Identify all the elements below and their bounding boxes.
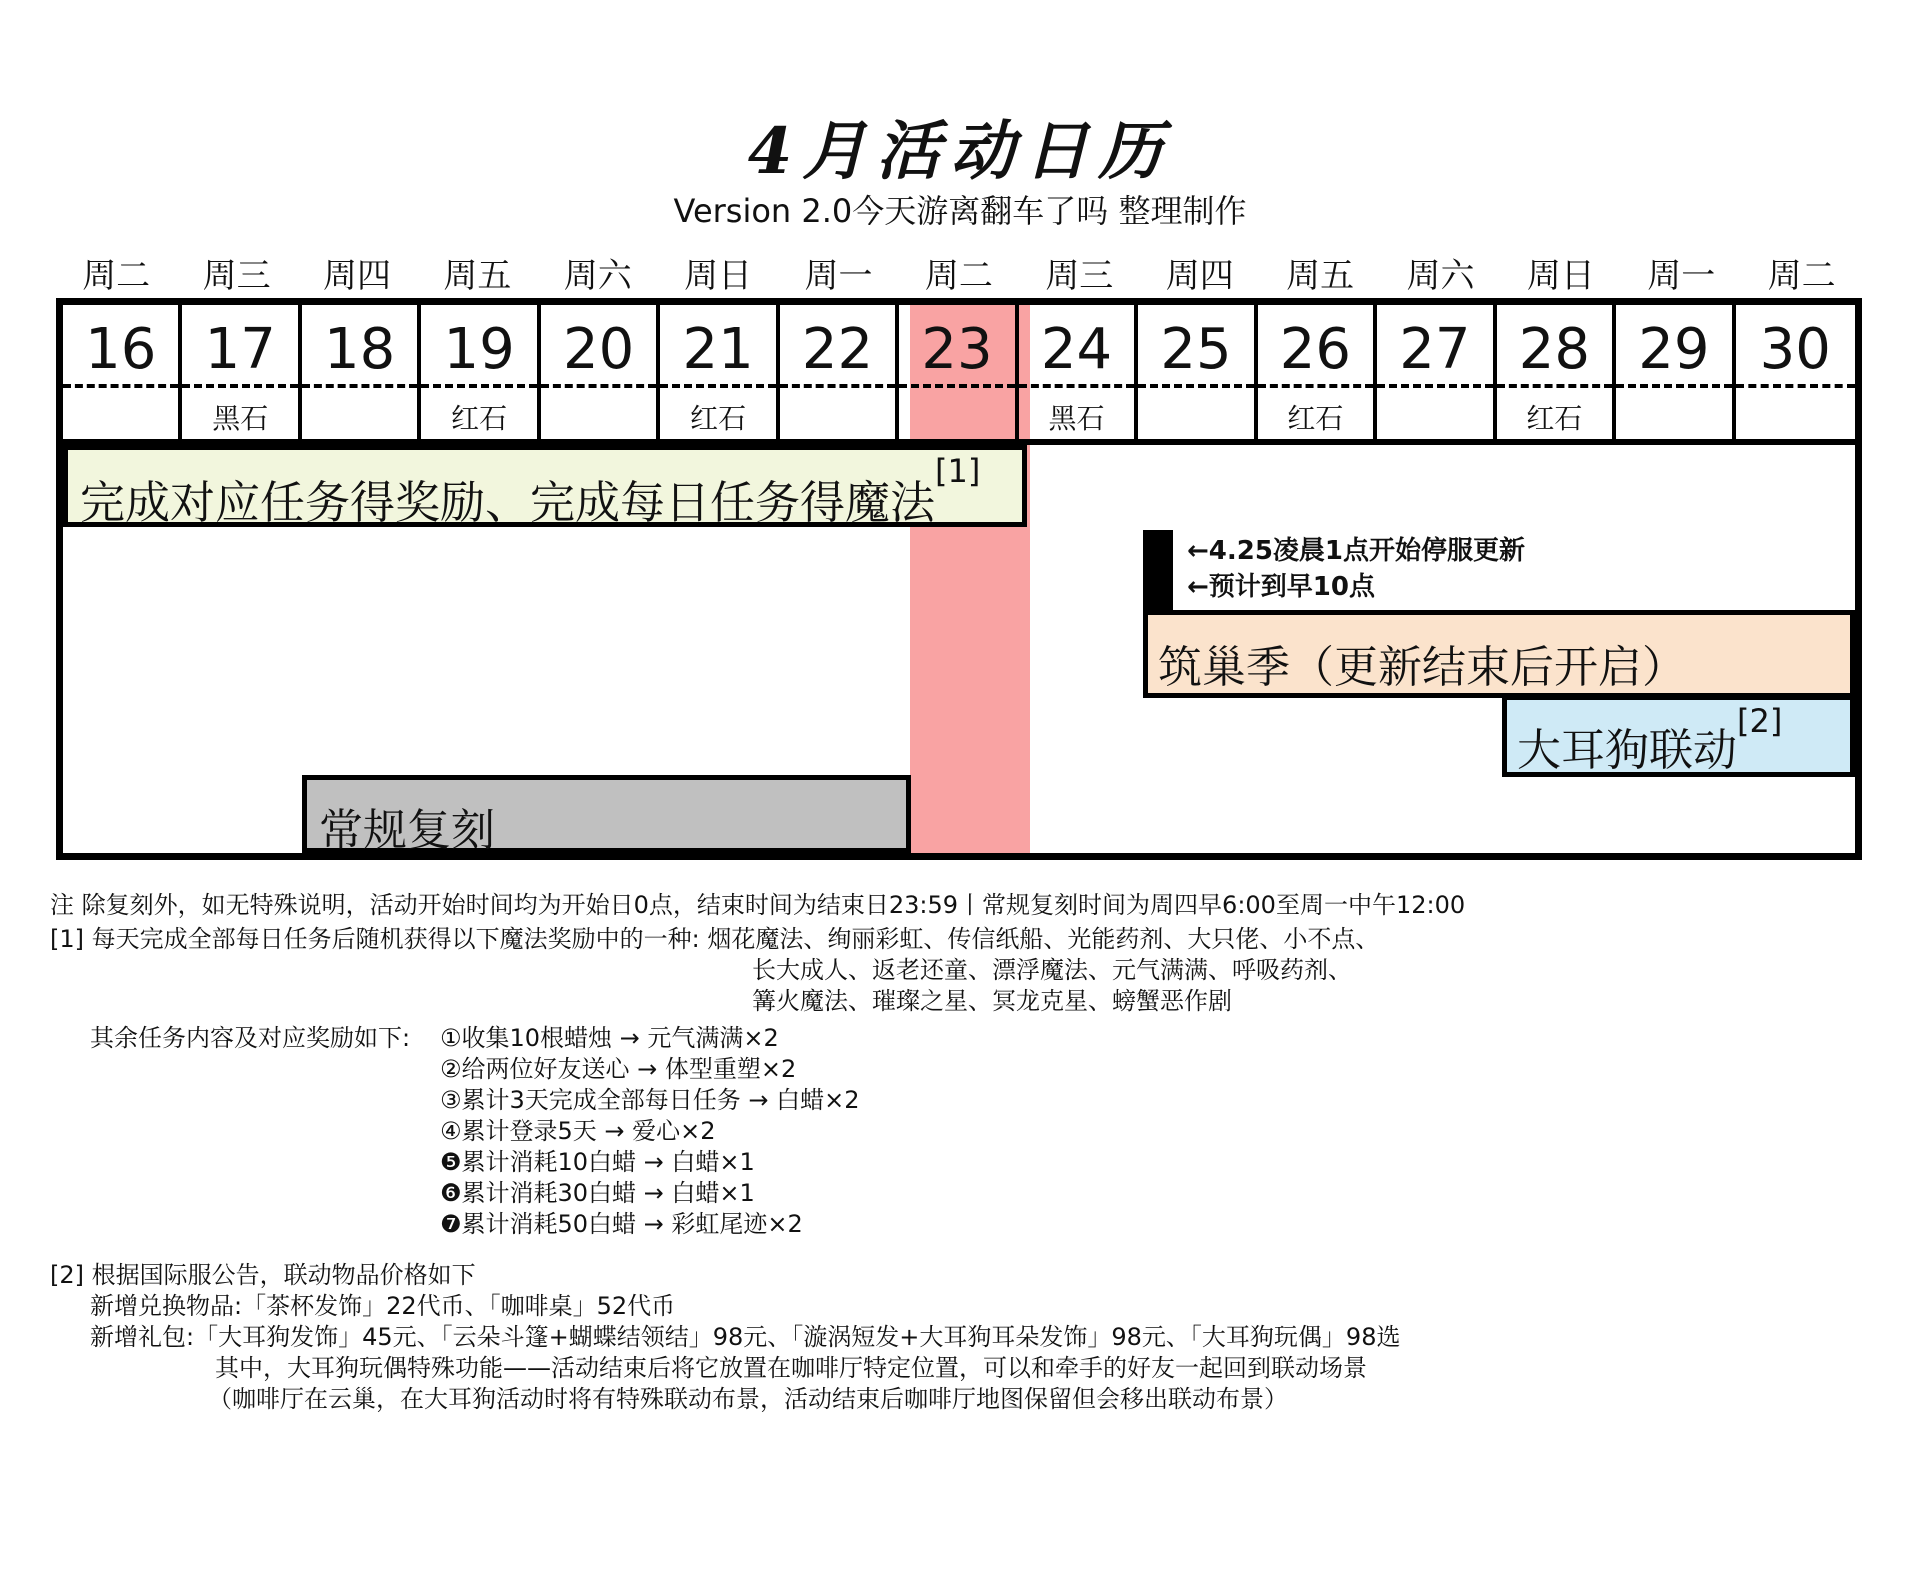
task-item: ❻累计消耗30白蜡 → 白蜡×1 <box>440 1179 755 1207</box>
event-label: 大耳狗联动 <box>1517 725 1737 776</box>
day-cell <box>63 305 182 439</box>
day-number: 24 <box>1040 317 1113 382</box>
tasks-head: 其余任务内容及对应奖励如下: <box>90 1024 411 1052</box>
weekday-label: 周六 <box>563 256 632 296</box>
weekday-label: 周六 <box>1406 256 1475 296</box>
note-1-line: 篝火魔法、璀璨之星、冥龙克星、螃蟹恶作剧 <box>752 987 1232 1015</box>
task-item: ③累计3天完成全部每日任务 → 白蜡×2 <box>440 1086 860 1114</box>
day-cell <box>541 305 660 439</box>
note-2-line: （咖啡厅在云巢，在大耳狗活动时将有特殊联动布景，活动结束后咖啡厅地图保留但会移出联动布景） <box>208 1385 1288 1413</box>
weekday-label: 周日 <box>684 256 753 296</box>
day-cell <box>182 305 301 439</box>
day-cell <box>1138 305 1257 439</box>
maintenance-note <box>1187 533 1525 605</box>
stone-label: 红石 <box>451 402 508 435</box>
day-number: 16 <box>85 317 157 382</box>
event-bar-rerun <box>302 775 911 856</box>
day-cell <box>1019 305 1138 439</box>
note-general: 注 除复刻外，如无特殊说明，活动开始时间均为开始日0点，结束时间为结束日23:59丨常规复刻时间为周四早6:00至周一中午12:00 <box>50 891 1466 919</box>
weekday-label: 周五 <box>1286 256 1355 296</box>
weekday-label: 周日 <box>1526 256 1595 296</box>
note-2-line: 其中，大耳狗玩偶特殊功能——活动结束后将它放置在咖啡厅特定位置，可以和牵手的好友一起回到联动场景 <box>215 1354 1367 1382</box>
task-item: ❺累计消耗10白蜡 → 白蜡×1 <box>440 1148 755 1176</box>
weekday-label: 周一 <box>804 256 873 296</box>
day-cell <box>1258 305 1377 439</box>
weekday-header <box>56 248 1862 298</box>
note-1-line: 长大成人、返老还童、漂浮魔法、元气满满、呼吸药剂、 <box>752 956 1352 984</box>
day-number: 19 <box>443 317 515 382</box>
task-item: ①收集10根蜡烛 → 元气满满×2 <box>440 1024 779 1052</box>
day-number: 18 <box>324 317 396 382</box>
day-number: 22 <box>801 317 874 382</box>
calendar-grid <box>56 298 1862 860</box>
day-number: 20 <box>562 317 635 382</box>
day-cell <box>1497 305 1616 439</box>
maintenance-line: ←4.25凌晨1点开始停服更新 <box>1187 536 1526 566</box>
stone-label: 黑石 <box>1048 402 1105 435</box>
task-item: ④累计登录5天 → 爱心×2 <box>440 1117 716 1145</box>
day-number: 29 <box>1638 317 1710 382</box>
day-number: 17 <box>204 317 276 382</box>
note-2-line: 新增兑换物品:「茶杯发饰」22代币、「咖啡桌」52代币 <box>90 1292 676 1320</box>
maintenance-marker <box>1143 530 1173 612</box>
weekday-label: 周三 <box>202 256 271 296</box>
day-cell <box>1616 305 1735 439</box>
maintenance-line: ←预计到早10点 <box>1187 572 1375 602</box>
stone-label: 红石 <box>690 402 747 435</box>
footnote-ref: [1] <box>935 452 981 490</box>
note-1-head: [1] 每天完成全部每日任务后随机获得以下魔法奖励中的一种: 烟花魔法、绚丽彩虹、传信纸船、光能药剂、大只佬、小不点、 <box>50 925 1380 953</box>
weekday-label: 周二 <box>1767 256 1836 296</box>
event-bar-tasks <box>63 445 1027 527</box>
day-cell <box>1736 305 1855 439</box>
note-2-head: [2] 根据国际服公告，联动物品价格如下 <box>50 1261 476 1289</box>
event-bar-dog <box>1502 695 1855 777</box>
weekday-label: 周五 <box>443 256 512 296</box>
event-label: 常规复刻 <box>319 805 495 856</box>
task-item: ②给两位好友送心 → 体型重塑×2 <box>440 1055 797 1083</box>
page-title: 4月活动日历 <box>747 114 1173 189</box>
day-number: 28 <box>1518 317 1590 382</box>
stone-label: 黑石 <box>212 402 269 435</box>
weekday-label: 周一 <box>1647 256 1716 296</box>
stone-label: 红石 <box>1287 402 1344 435</box>
day-number: 21 <box>682 317 754 382</box>
note-2-line: 新增礼包:「大耳狗发饰」45元、「云朵斗篷+蝴蝶结领结」98元、「漩涡短发+大耳狗耳朵发饰」98元、「大耳狗玩偶」98选 <box>90 1323 1401 1351</box>
footnote-ref: [2] <box>1737 702 1783 740</box>
weekday-label: 周二 <box>924 256 993 296</box>
weekday-label: 周四 <box>1165 256 1234 296</box>
day-cell <box>780 305 899 439</box>
date-row <box>63 305 1855 445</box>
day-number: 25 <box>1160 317 1232 382</box>
weekday-label: 周四 <box>322 256 391 296</box>
day-number: 26 <box>1279 317 1352 382</box>
page-subtitle: Version 2.0今天游离翻车了吗 整理制作 <box>673 192 1247 230</box>
event-bar-nest <box>1143 610 1855 698</box>
day-number: 30 <box>1759 317 1831 382</box>
weekday-label: 周三 <box>1045 256 1114 296</box>
event-label: 完成对应任务得奖励、完成每日任务得魔法 <box>80 476 936 529</box>
day-cell <box>421 305 540 439</box>
day-number: 23 <box>921 317 993 382</box>
day-cell <box>899 305 1018 439</box>
day-number: 27 <box>1399 317 1471 382</box>
event-label: 筑巢季（更新结束后开启） <box>1158 642 1686 693</box>
weekday-label: 周二 <box>82 256 151 296</box>
day-cell <box>660 305 779 439</box>
task-item: ❼累计消耗50白蜡 → 彩虹尾迹×2 <box>440 1210 803 1238</box>
day-cell <box>1377 305 1496 439</box>
day-cell <box>302 305 421 439</box>
stone-label: 红石 <box>1526 402 1583 435</box>
